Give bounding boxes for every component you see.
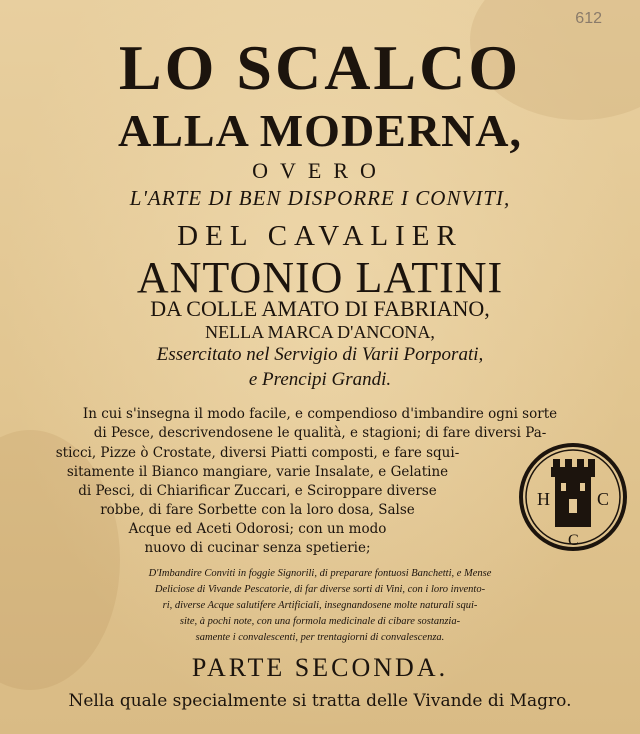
italic-line-3: ri, diverse Acque salutifere Artificiali, insegnandosene molte naturali squi- <box>162 600 478 611</box>
title-line-9: Essercitato nel Servigio di Varii Porporati, <box>156 344 484 365</box>
author-name: ANTONIO LATINI <box>136 253 504 302</box>
italic-line-5: samente i convalescenti, per trentagiorni di convalescenza. <box>195 632 445 643</box>
body-line-5: di Pesci, di Chiarificar Zuccari, e Sciroppare diverse <box>78 483 437 499</box>
title-line-1: LO SCALCO <box>118 32 522 103</box>
body-line-1: In cui s'insegna il modo facile, e compendioso d'imbandire ogni sorte <box>82 406 558 422</box>
stamp-letter-bottom: C <box>568 532 579 549</box>
body-line-2: di Pesce, descrivendosene le qualità, e stagioni; di fare diversi Pa- <box>93 425 547 441</box>
stamp-letter-right: C <box>597 489 610 509</box>
title-line-4: L'ARTE DI BEN DISPORRE I CONVITI, <box>129 186 511 210</box>
italic-line-2: Deliciose di Vivande Pescatorie, di far diverse sorti di Vini, con i loro invento- <box>154 584 486 595</box>
body-line-6: robbe, di fare Sorbette con la loro dosa, Salse <box>100 502 415 518</box>
tower-icon <box>551 459 595 527</box>
library-stamp <box>517 441 629 553</box>
footer-line: Nella quale specialmente si tratta delle Vivande di Magro. <box>68 691 572 711</box>
part-heading: PARTE SECONDA. <box>191 653 449 682</box>
pencil-annotation: 612 <box>575 10 602 27</box>
italic-line-1: D'Imbandire Conviti in foggie Signorili, di preparare fontuosi Banchetti, e Mense <box>148 568 492 579</box>
body-line-7: Acque ed Aceti Odorosi; con un modo <box>128 521 387 537</box>
title-line-5: DEL CAVALIER <box>177 220 463 252</box>
body-line-4: sitamente il Bianco mangiare, varie Insalate, e Gelatine <box>66 464 449 480</box>
body-line-8: nuovo di cucinar senza spetierie; <box>144 540 371 556</box>
title-line-10: e Prencipi Grandi. <box>248 369 392 390</box>
title-line-3: OVERO <box>252 158 388 183</box>
title-line-8: NELLA MARCA D'ANCONA, <box>205 322 435 342</box>
stamp-letter-left: H <box>537 489 550 509</box>
body-line-3: sticci, Pizze ò Crostate, diversi Piatti composti, e fare squi- <box>55 445 460 461</box>
italic-line-4: site, à pochi note, con una formola medicinale di cibare sostanzia- <box>179 616 461 627</box>
title-line-2: ALLA MODERNA, <box>117 105 523 156</box>
title-line-7: DA COLLE AMATO DI FABRIANO, <box>150 296 490 321</box>
